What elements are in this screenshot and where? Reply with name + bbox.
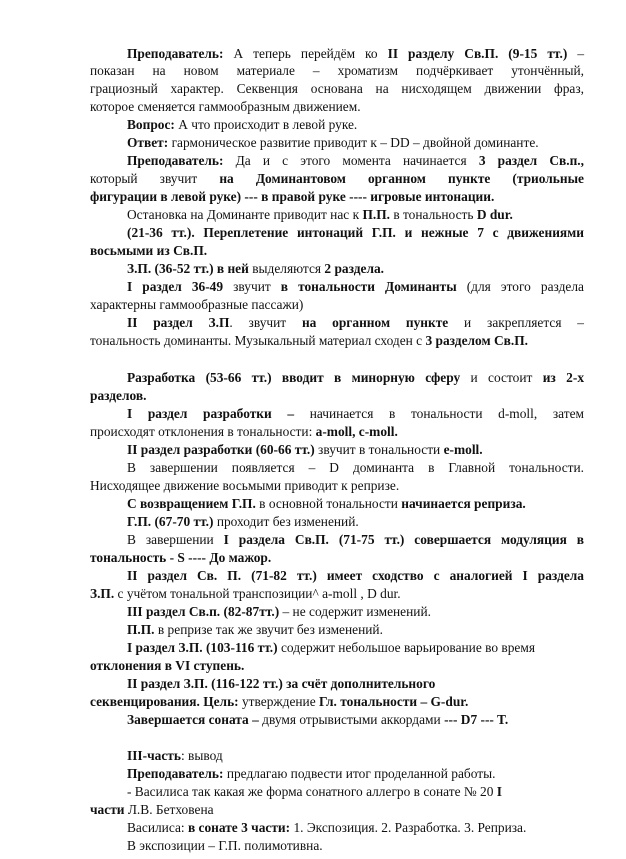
text: показан на новом материале – хроматизм подчёркивает утончённый,	[90, 63, 584, 78]
bold-text: Вопрос:	[127, 117, 175, 132]
text-line	[127, 622, 584, 638]
text-line	[90, 63, 584, 79]
text-line	[127, 640, 584, 656]
text: грациозный характер. Секвенция основана на нисходящем движении фраз,	[90, 81, 584, 96]
text: который звучит	[90, 171, 220, 186]
bold-text: секвенцирования. Цель:	[90, 694, 239, 709]
text: А что происходит в левой руке.	[174, 117, 358, 132]
text-line	[90, 171, 584, 187]
bold-text: из 2-х	[542, 370, 585, 385]
text: с учётом тональной транспозиции^ a-moll , D dur.	[114, 586, 401, 601]
text-line	[90, 388, 584, 404]
bold-text: II раздел З.П. (116-122 тт.) за счёт дополнительного	[127, 676, 436, 691]
bold-text: D dur.	[476, 207, 513, 222]
text-line	[127, 532, 584, 548]
text: Нисходящее движение восьмыми приводит к репризе.	[90, 478, 400, 493]
text-line	[90, 694, 584, 710]
text: В экспозиции – Г.П. полимотивна.	[127, 838, 323, 853]
bold-text: I раздела Св.П. (71-75 тт.) совершается модуляция в	[223, 532, 584, 547]
text-line	[127, 604, 584, 620]
text-line	[127, 225, 584, 241]
bold-text: (21-36 тт.). Переплетение интонаций Г.П. и нежные 7 с движениями	[127, 225, 584, 240]
bold-text: Г.П. (67-70 тт.)	[127, 514, 214, 529]
text-line	[90, 81, 584, 97]
text: Остановка на Доминанте приводит нас к	[127, 207, 363, 222]
text: которое сменяется гаммообразным движением.	[90, 99, 361, 114]
bold-text: Преподаватель:	[127, 46, 224, 61]
bold-text: разделов.	[90, 388, 147, 403]
bold-text: Разработка (53-66 тт.) вводит в минорную сферу	[127, 370, 461, 385]
bold-text: З.П. (36-52 тт.) в ней	[127, 261, 249, 276]
bold-text: I раздел З.П. (103-116 тт.)	[127, 640, 278, 655]
text-line	[127, 568, 584, 584]
text: . звучит	[229, 315, 302, 330]
bold-text: в сонате 3 части:	[187, 820, 291, 835]
bold-text: Гл. тональности – G-dur.	[319, 694, 469, 709]
text: содержит небольшое варьирование во время	[277, 640, 535, 655]
bold-text: I	[496, 784, 502, 799]
text-line	[127, 406, 584, 422]
bold-text: П.П.	[127, 622, 155, 637]
bold-text: части	[90, 802, 125, 817]
text: начинается в тональности d-moll, затем	[294, 406, 584, 421]
bold-text: начинается реприза.	[401, 496, 526, 511]
bold-text: III раздел Св.п. (82-87тт.)	[127, 604, 280, 619]
text-line	[90, 586, 584, 602]
text: Василиса:	[127, 820, 188, 835]
text-line	[90, 189, 584, 205]
text: характерны гаммообразные пассажи)	[90, 297, 304, 312]
text: В завершении появляется – D доминанта в Главной тональности.	[127, 460, 584, 475]
bold-text: фигурации в левой руке) --- в правой руке ---- игровые интонации.	[90, 189, 495, 204]
text-line	[127, 442, 584, 458]
bold-text: Преподаватель:	[127, 153, 224, 168]
text-line	[127, 261, 584, 277]
bold-text: Завершается соната –	[127, 712, 259, 727]
text-line	[127, 838, 584, 854]
text: : вывод	[180, 748, 223, 763]
text-line	[127, 748, 584, 764]
text: двумя отрывистыми аккордами	[258, 712, 445, 727]
text: звучит	[223, 279, 281, 294]
text: проходит без изменений.	[213, 514, 359, 529]
text-line	[127, 370, 584, 386]
text: (для этого раздела	[456, 279, 584, 294]
text-line	[127, 315, 584, 331]
text-line	[90, 243, 584, 259]
bold-text: II раздел разработки (60-66 тт.)	[127, 442, 315, 457]
text: Да и с этого момента начинается	[223, 153, 479, 168]
text-line	[127, 46, 584, 62]
text: выделяются	[248, 261, 325, 276]
text: тональность доминанты. Музыкальный материал сходен с	[90, 333, 426, 348]
text: в тональность	[389, 207, 477, 222]
text: предлагаю подвести итог проделанной работы.	[223, 766, 496, 781]
text-line	[90, 424, 584, 440]
bold-text: 3 разделом Св.П.	[425, 333, 528, 348]
bold-text: e-moll.	[443, 442, 483, 457]
bold-text: отклонения в VI ступень.	[90, 658, 245, 673]
bold-text: З.П.	[90, 586, 115, 601]
text: в репризе так же звучит без изменений.	[154, 622, 383, 637]
bold-text: на Доминантовом органном пункте (триольные	[219, 171, 585, 186]
text: гармоническое развитие приводит к – DD – двойной доминанте.	[168, 135, 539, 150]
text-line	[127, 784, 584, 800]
bold-text: I раздел 36-49	[127, 279, 224, 294]
text-line	[127, 460, 584, 476]
bold-text: 3 раздел Св.п.,	[478, 153, 584, 168]
text: 1. Экспозиция. 2. Разработка. 3. Реприза.	[290, 820, 527, 835]
bold-text: II раздел З.П	[127, 315, 230, 330]
text-line	[90, 658, 584, 674]
bold-text: Ответ:	[127, 135, 169, 150]
text-line	[127, 766, 584, 782]
text-line	[90, 333, 584, 349]
text: - Василиса так какая же форма сонатного аллегро в сонате № 20	[127, 784, 497, 799]
bold-text: П.П.	[362, 207, 390, 222]
text-line	[90, 99, 584, 115]
text: – не содержит изменений.	[279, 604, 431, 619]
text-line	[90, 297, 584, 313]
text: происходят отклонения в тональности:	[90, 424, 316, 439]
text-line	[127, 153, 584, 169]
bold-text: тональность - S ---- До мажор.	[90, 550, 272, 565]
text-line	[90, 802, 584, 818]
bold-text: II разделу Св.П. (9-15 тт.)	[387, 46, 568, 61]
text: и закрепляется –	[448, 315, 584, 330]
text: в основной тональности	[255, 496, 402, 511]
bold-text: на органном пункте	[301, 315, 449, 330]
bold-text: --- D7 --- T.	[444, 712, 509, 727]
text: –	[567, 46, 585, 61]
bold-text: a-moll, c-moll.	[315, 424, 398, 439]
text-line	[127, 279, 584, 295]
text-line	[127, 820, 584, 836]
text-line	[127, 117, 584, 133]
text-line	[127, 135, 584, 151]
bold-text: С возвращением Г.П.	[127, 496, 256, 511]
text-line	[127, 514, 584, 530]
text-line	[90, 478, 584, 494]
text: звучит в тональности	[314, 442, 444, 457]
text-line	[127, 676, 584, 692]
text-line	[127, 496, 584, 512]
bold-text: восьмыми из Св.П.	[90, 243, 208, 258]
bold-text: 2 раздела.	[324, 261, 385, 276]
text-line	[127, 207, 584, 223]
text-line	[127, 712, 584, 728]
bold-text: I раздел разработки –	[127, 406, 295, 421]
text: и состоит	[460, 370, 543, 385]
text-line	[90, 550, 584, 566]
bold-text: в тональности Доминанты	[280, 279, 457, 294]
bold-text: II раздел Св. П. (71-82 тт.) имеет сходство с аналогией I раздела	[127, 568, 584, 583]
text: утверждение	[238, 694, 320, 709]
text: Л.В. Бетховена	[124, 802, 214, 817]
bold-text: Преподаватель:	[127, 766, 224, 781]
bold-text: III-часть	[127, 748, 181, 763]
text: В завершении	[127, 532, 224, 547]
text: А теперь перейдём ко	[223, 46, 388, 61]
